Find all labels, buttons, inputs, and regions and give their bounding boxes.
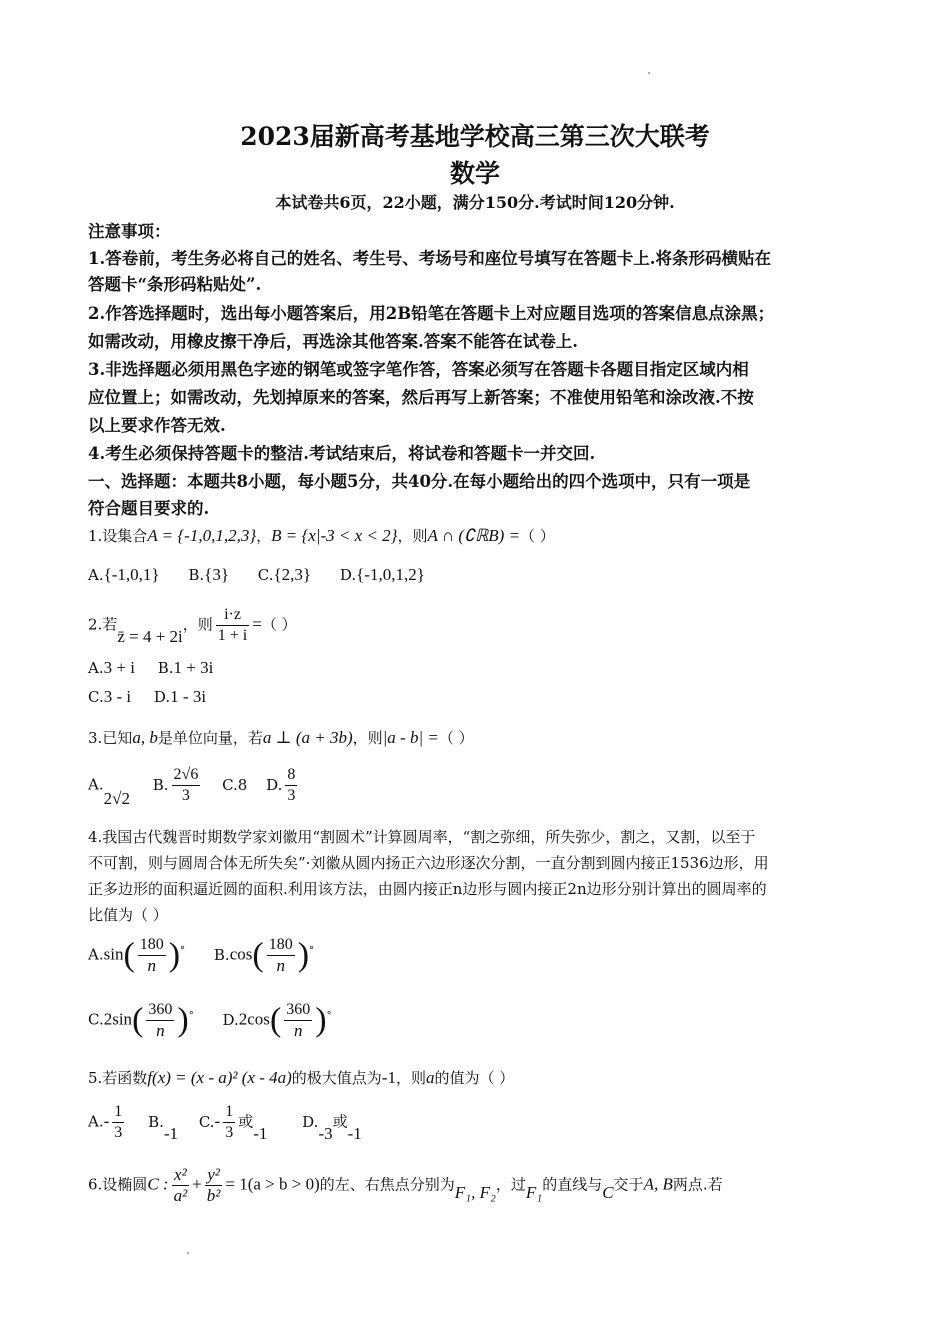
q4-line: 正多边形的面积逼近圆的面积.利用该方法，由圆内接正n边形与圆内接正2n边形分别计算出的圆周率的	[88, 880, 767, 898]
q5-mid: 的值为	[434, 1069, 480, 1087]
option-b-fraction	[267, 935, 295, 976]
q6-prefix: 6.设椭圆	[88, 1175, 148, 1194]
q5-mid: ，则	[395, 1069, 426, 1087]
notice-line: 如需改动，用橡皮擦干净后，再选涂其他答案.答案不能答在试卷上.	[88, 332, 578, 351]
option-b-value: 1 + 3i	[173, 658, 214, 677]
option-c-tail: -1	[253, 1123, 268, 1143]
option-c-numerator: 1	[223, 1102, 235, 1123]
q3-answer-blank: （ ）	[438, 729, 474, 747]
q1-answer-blank: （ ）	[520, 527, 555, 545]
q5-function: f(x) = (x - a)² (x - 4a)	[147, 1068, 292, 1087]
option-c-value: {2,3}	[273, 565, 312, 584]
q3-mid: 是单位向量，若	[157, 729, 263, 747]
option-d-label: D.	[222, 1010, 239, 1029]
option-c-label: C.	[198, 1112, 215, 1131]
option-a-numerator: 180	[138, 935, 166, 956]
q1-prefix: 1.设集合	[88, 527, 148, 545]
q3-expression: |a - b| =	[382, 728, 439, 747]
q6-curve: C	[602, 1182, 614, 1202]
option-b-fraction	[172, 765, 201, 806]
option-b-denominator: 3	[181, 787, 190, 804]
q4-line: 不可割，则与圆周合体无所失矣”·刘徽从圆内扬正六边形逐次分割，一直分割到圆内接正1536边形，用	[88, 854, 769, 872]
q1-set-b: B = {x|-3 < x < 2}	[271, 526, 398, 545]
q2-options-row2	[88, 687, 206, 707]
question-2	[88, 605, 297, 646]
scan-speck	[187, 1252, 189, 1254]
q3-options	[88, 765, 300, 806]
q2-options-row1	[88, 658, 213, 678]
degree-mark: °	[326, 1010, 332, 1022]
q5-mid: 的极大值点为	[291, 1069, 382, 1087]
question-5	[88, 1067, 514, 1088]
option-d-fraction	[285, 765, 297, 806]
question-3	[88, 727, 474, 748]
option-d-label: D.	[302, 1112, 319, 1131]
option-b-label: B.	[157, 659, 174, 677]
q3-prefix: 3.已知	[88, 729, 133, 747]
option-d-denominator: n	[294, 1021, 303, 1040]
option-c-label: C.	[88, 688, 104, 706]
q5-value: -1	[381, 1068, 396, 1087]
notice-heading: 注意事项：	[88, 222, 171, 241]
option-c-denominator: 3	[225, 1124, 234, 1141]
q2-condition: z̄ = 4 + 2i	[117, 626, 183, 646]
option-d-or: 或	[332, 1112, 348, 1131]
q3-condition: a ⊥ (a + 3b)	[262, 728, 353, 747]
option-a-label: A.	[88, 775, 104, 794]
option-d-function: 2cos	[238, 1009, 270, 1029]
option-a-denominator: n	[147, 956, 157, 975]
q6-mid: 的左、右焦点分别为	[319, 1175, 455, 1194]
section-heading: 一、选择题：本题共8小题，每小题5分，共40分.在每小题给出的四个选项中，只有一项是	[88, 472, 751, 491]
q6-condition: = 1(a > b > 0)	[225, 1174, 320, 1194]
option-a-label: A.	[88, 659, 104, 677]
option-d-label: D.	[266, 775, 283, 794]
q6-points: A, B	[643, 1174, 673, 1194]
option-b-value: -1	[163, 1123, 179, 1143]
option-a-numerator: 1	[112, 1102, 124, 1123]
option-c-denominator: n	[156, 1021, 165, 1040]
q6-ellipse-name: C :	[147, 1174, 169, 1194]
q6-denominator: b²	[206, 1186, 221, 1205]
q6-denominator: a²	[173, 1186, 188, 1205]
notice-line: 应位置上；如需改动，先划掉原来的答案，然后再写上新答案；不准使用铅笔和涂改液.不按	[88, 388, 754, 407]
option-c-fraction	[146, 1000, 174, 1041]
option-a-value: 2√2	[103, 788, 130, 808]
option-c-fraction	[223, 1102, 235, 1143]
exam-title: 2023届新高考基地学校高三第三次大联考	[240, 122, 710, 151]
q2-answer-blank: （ ）	[261, 615, 297, 634]
option-b-denominator: n	[276, 956, 285, 975]
notice-line: 3.非选择题必须用黑色字迹的钢笔或签字笔作答，答案必须写在答题卡各题目指定区域内相	[88, 360, 749, 379]
q1-set-a: A = {-1,0,1,2,3}	[147, 526, 257, 545]
option-a-sign: -	[103, 1111, 110, 1131]
q2-prefix: 2.若	[88, 615, 118, 634]
q5-prefix: 5.若函数	[88, 1069, 148, 1087]
option-b-function: cos	[229, 944, 253, 964]
q6-numerator: y²	[205, 1165, 223, 1186]
option-c-value: 3 - i	[103, 687, 132, 706]
option-a-fraction	[112, 1102, 124, 1143]
option-d-value: {-1,0,1,2}	[356, 565, 425, 584]
option-a-value: {-1,0,1}	[103, 565, 160, 584]
option-a-label: A.	[88, 945, 104, 964]
option-d-value: -3	[318, 1123, 333, 1143]
q2-denominator: 1 + i	[217, 627, 248, 644]
option-a-fraction	[138, 935, 166, 976]
option-a-function: sin	[103, 944, 124, 964]
option-d-numerator: 360	[284, 1000, 312, 1021]
option-b-label: B.	[148, 1112, 164, 1131]
option-c-or: 或	[238, 1112, 254, 1131]
q3-mid: ，则	[352, 729, 383, 747]
degree-mark: °	[180, 945, 186, 957]
option-d-label: D.	[339, 566, 357, 584]
option-d-denominator: 3	[287, 787, 296, 804]
option-d-value: 1 - 3i	[170, 687, 207, 706]
scan-speck	[648, 72, 650, 74]
q6-fraction-y	[205, 1165, 223, 1206]
q1-expression: A ∩ (∁ℝB) =	[427, 526, 521, 545]
q5-answer-blank: （ ）	[479, 1069, 515, 1087]
option-b-label: B.	[152, 775, 169, 794]
notice-line: 1.答卷前，考生务必将自己的姓名、考生号、考场号和座位号填写在答题卡上.将条形码横贴在	[88, 249, 771, 268]
option-d-numerator: 8	[285, 765, 297, 786]
option-a-label: A.	[88, 1112, 104, 1131]
option-a-label: A.	[88, 566, 104, 584]
q6-fraction-x	[172, 1165, 190, 1206]
q5-variable: a	[425, 1068, 435, 1087]
q3-vectors: a, b	[132, 728, 158, 747]
q4-options-row2: C.2sin( $\frac{360}{n}$ )° D.2cos( $\frac{360}{n}$ )°	[88, 1001, 332, 1040]
notice-line: 以上要求作答无效.	[88, 416, 226, 435]
notice-line: 答题卡“条形码粘贴处”.	[88, 275, 262, 294]
section-heading: 符合题目要求的.	[88, 499, 210, 518]
q1-options	[88, 565, 425, 585]
q2-mid: ，则	[182, 615, 213, 634]
q6-plus: +	[192, 1174, 202, 1194]
notice-line: 4.考生必须保持答题卡的整洁.考试结束后，将试卷和答题卡一并交回.	[88, 444, 596, 463]
question-1	[88, 525, 555, 546]
q4-line: 比值为（ ）	[88, 906, 168, 924]
option-c-numerator: 360	[146, 1000, 174, 1021]
q1-sep: ，	[256, 527, 272, 545]
q6-mid: 的直线与	[542, 1175, 603, 1194]
q6-numerator: x²	[172, 1165, 190, 1186]
q4-options-row1: A.sin( $\frac{180}{n}$ )° B.cos( $\frac{180}{n}$ )°	[88, 936, 315, 975]
q1-mid: ，则	[397, 527, 428, 545]
option-c-function: 2sin	[103, 1009, 133, 1029]
option-d-tail: -1	[347, 1123, 362, 1143]
q4-line: 4.我国古代魏晋时期数学家刘徽用“割圆术”计算圆周率，“割之弥细，所失弥少，割之，又割，以至于	[88, 828, 756, 846]
q6-mid: 交于	[613, 1175, 644, 1194]
exam-info: 本试卷共6页，22小题，满分150分.考试时间120分钟.	[275, 193, 675, 212]
q2-numerator: i·z	[216, 605, 249, 626]
q6-mid: ，过	[495, 1175, 526, 1194]
q5-options	[88, 1102, 362, 1143]
q2-equals: =	[252, 614, 262, 634]
option-c-sign: -	[214, 1111, 221, 1131]
option-c-label: C.	[257, 566, 274, 584]
option-c: C.8	[222, 775, 248, 794]
option-b-label: B.	[188, 566, 205, 584]
option-d-label: D.	[153, 688, 171, 706]
notice-line: 2.作答选择题时，选出每小题答案后，用2B铅笔在答题卡上对应题目选项的答案信息点涂黑；	[88, 304, 775, 323]
question-6	[88, 1165, 723, 1206]
option-a-value: 3 + i	[103, 658, 135, 677]
option-c-label: C.	[88, 1010, 104, 1029]
q6-foci: F₁, F₂	[454, 1182, 496, 1202]
option-b-numerator: 180	[267, 935, 295, 956]
q6-focus-1: F₁	[525, 1182, 543, 1202]
option-d-fraction	[284, 1000, 312, 1041]
exam-subject: 数学	[449, 159, 500, 188]
degree-mark: °	[188, 1010, 194, 1022]
option-a-denominator: 3	[114, 1124, 123, 1141]
option-b-value: {3}	[204, 565, 229, 584]
q6-mid: 两点.若	[672, 1175, 723, 1194]
option-b-label: B.	[213, 945, 230, 964]
q2-fraction	[216, 605, 249, 646]
degree-mark: °	[309, 945, 315, 957]
option-b-numerator: 2√6	[172, 765, 201, 786]
